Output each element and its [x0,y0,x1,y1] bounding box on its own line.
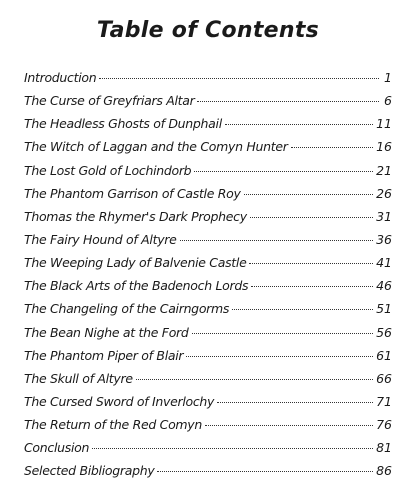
toc-list [24,70,392,487]
toc-entry-label: The Fairy Hound of Altyre [24,231,177,247]
toc-entry[interactable] [24,70,392,93]
toc-entry-label: The Changeling of the Cairngorms [24,301,230,317]
toc-entry-page: 31 [376,208,392,224]
dot-leader [205,425,373,426]
toc-entry-label: The Phantom Piper of Blair [24,347,184,363]
toc-entry[interactable] [24,232,392,255]
dot-leader [244,194,373,195]
toc-entry[interactable] [24,255,392,278]
dot-leader [92,448,373,449]
toc-entry-label: Conclusion [24,440,90,456]
toc-entry-page: 76 [376,417,392,433]
toc-entry-page: 81 [376,440,392,456]
toc-entry[interactable] [24,209,392,232]
toc-entry-page: 1 [384,70,392,85]
toc-entry[interactable] [24,301,392,324]
toc-entry-page: 71 [376,393,392,409]
toc-entry-page: 36 [376,231,392,247]
toc-entry[interactable] [24,348,392,371]
toc-entry-page: 61 [376,347,392,363]
toc-entry-page: 21 [376,162,392,178]
dot-leader [197,101,379,102]
toc-entry[interactable] [24,417,392,440]
toc-entry[interactable] [24,440,392,463]
dot-leader [194,171,373,172]
toc-entry[interactable] [24,278,392,301]
toc-entry-page: 56 [376,324,392,340]
page-title: Table of Contents [96,18,320,43]
dot-leader [249,263,373,264]
toc-entry-label: The Curse of Greyfriars Altar [24,93,195,109]
toc-entry[interactable] [24,163,392,186]
toc-entry[interactable] [24,394,392,417]
dot-leader [217,402,373,403]
dot-leader [180,240,374,241]
toc-entry-label: The Headless Ghosts of Dunphail [24,116,222,132]
toc-entry-label: The Weeping Lady of Balvenie Castle [24,255,247,271]
dot-leader [225,124,373,125]
dot-leader [192,333,374,334]
toc-entry-label: The Return of the Red Comyn [24,417,203,433]
dot-leader [250,217,373,218]
toc-entry-label: Selected Bibliography [24,463,155,479]
toc-entry[interactable] [24,93,392,116]
toc-entry-label: The Bean Nighe at the Ford [24,324,189,340]
toc-entry-page: 16 [376,139,392,155]
toc-entry-page: 6 [384,93,392,109]
toc-entry-label: The Witch of Laggan and the Comyn Hunter [24,139,288,155]
dot-leader [251,286,373,287]
toc-entry[interactable] [24,139,392,162]
toc-entry[interactable] [24,463,392,486]
toc-entry-label: Thomas the Rhymer's Dark Prophecy [24,208,247,224]
toc-entry-page: 11 [376,116,392,132]
toc-entry[interactable] [24,371,392,394]
toc-entry-label: The Cursed Sword of Inverlochy [24,393,215,409]
toc-entry-label: The Skull of Altyre [24,370,133,386]
dot-leader [157,471,373,472]
dot-leader [186,356,373,357]
toc-entry-page: 86 [376,463,392,479]
dot-leader [291,147,374,148]
toc-entry-page: 51 [376,301,392,317]
toc-entry-label: The Black Arts of the Badenoch Lords [24,278,249,294]
dot-leader [136,379,373,380]
toc-entry-page: 66 [376,370,392,386]
toc-entry-page: 46 [376,278,392,294]
toc-entry-label: Introduction [24,70,97,85]
dot-leader [232,309,373,310]
toc-entry[interactable] [24,325,392,348]
toc-entry-label: The Lost Gold of Lochindorb [24,162,192,178]
toc-entry-page: 26 [376,185,392,201]
toc-entry-page: 41 [376,255,392,271]
dot-leader [99,78,379,79]
toc-entry[interactable] [24,186,392,209]
toc-entry-label: The Phantom Garrison of Castle Roy [24,185,241,201]
toc-entry[interactable] [24,116,392,139]
